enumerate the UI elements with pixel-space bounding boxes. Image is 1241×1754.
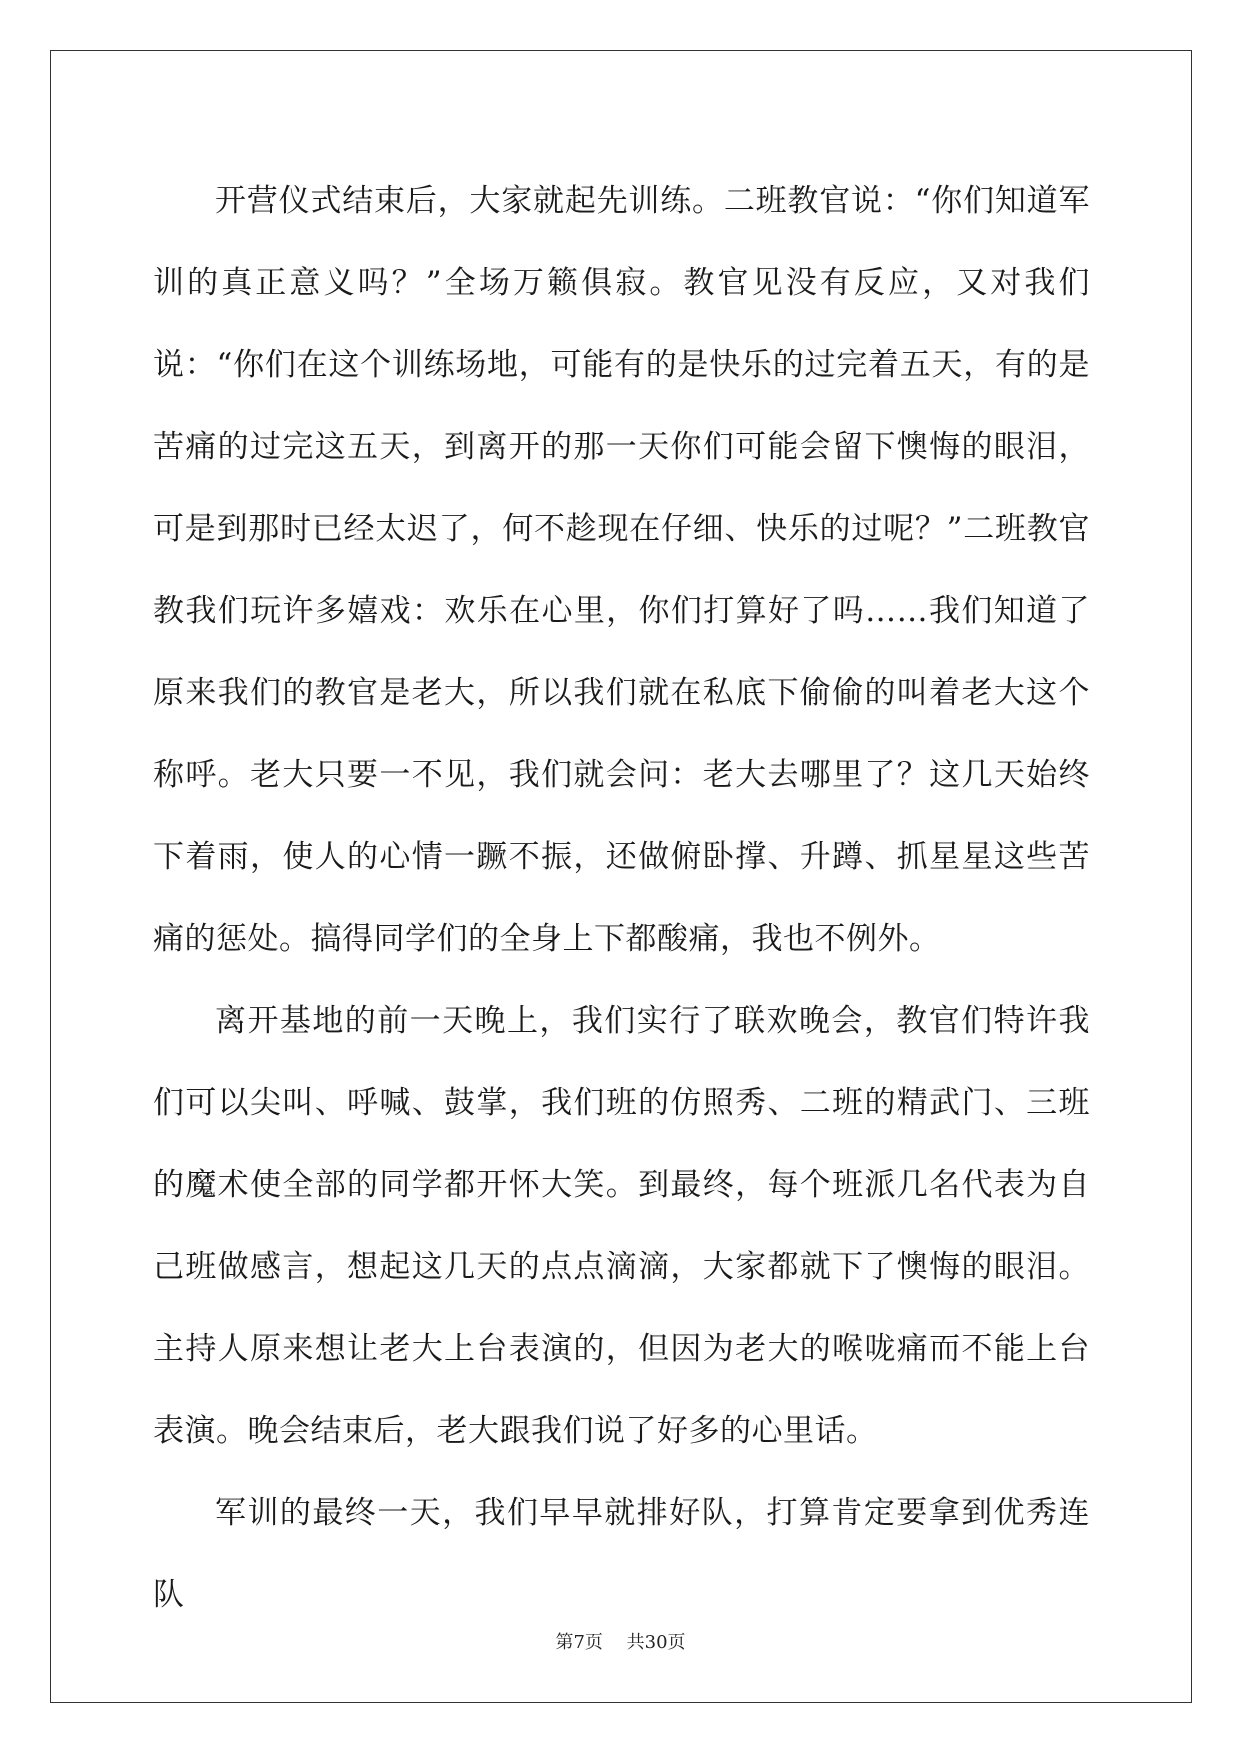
page-total: 共30页 — [626, 1632, 686, 1653]
paragraph-3: 军训的最终一天，我们早早就排好队，打算肯定要拿到优秀连队 — [153, 1495, 1090, 1613]
page-footer — [0, 1628, 1241, 1654]
page-number: 第7页 — [555, 1632, 603, 1653]
document-body — [153, 160, 1090, 1636]
paragraph-1: 开营仪式结束后，大家就起先训练。二班教官说：“你们知道军训的真正意义吗？”全场万籁俱寂。教官见没有反应，又对我们说：“你们在这个训练场地，可能有的是快乐的过完着五天，有的是苦痛的过完这五天，到离开的那一天你们可能会留下懊悔的眼泪，可是到那时已经太迟了，何不趁现在仔细、快乐的过呢？”二班教官教我们玩许多嬉戏：欢乐在心里，你们打算好了吗……我们知道了原来我们的教官是老大，所以我们就在私底下偷偷的叫着老大这个称呼。老大只要一不见，我们就会问：老大去哪里了？这几天始终下着雨，使人的心情一蹶不振，还做俯卧撑、升蹲、抓星星这些苦痛的惩处。搞得同学们的全身上下都酸痛，我也不例外。 — [153, 183, 1090, 957]
paragraph-2: 离开基地的前一天晚上，我们实行了联欢晚会，教官们特许我们可以尖叫、呼喊、鼓掌，我们班的仿照秀、二班的精武门、三班的魔术使全部的同学都开怀大笑。到最终，每个班派几名代表为自己班做感言，想起这几天的点点滴滴，大家都就下了懊悔的眼泪。主持人原来想让老大上台表演的，但因为老大的喉咙痛而不能上台表演。晚会结束后，老大跟我们说了好多的心里话。 — [153, 1003, 1090, 1449]
